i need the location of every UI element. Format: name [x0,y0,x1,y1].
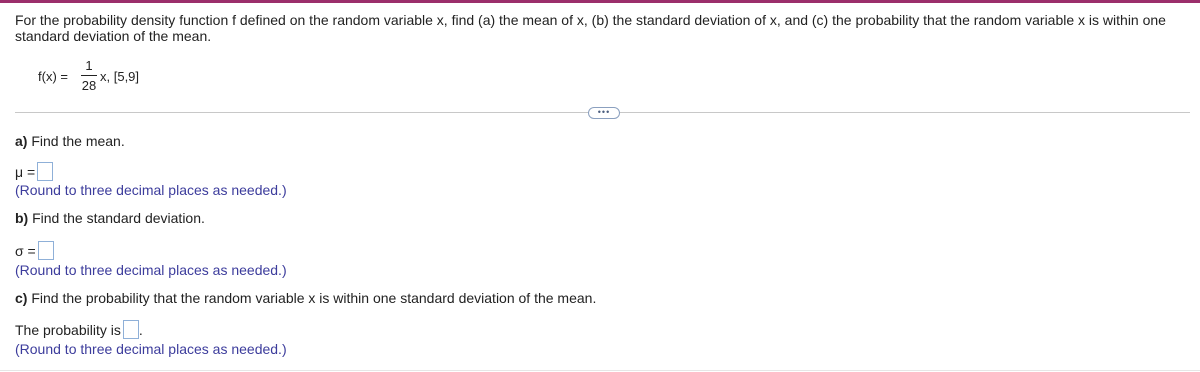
part-b-label: b) [15,210,29,226]
fraction-denominator: 28 [81,78,97,93]
fraction-numerator: 1 [85,58,93,73]
question-text: For the probability density function f defined on the random variable x, find (a) the mean of x, (b) the standard deviation of x, and (c) the probability that the random variable x is within one standard deviation of the mean. [15,12,1166,44]
part-b-prompt [15,210,205,226]
part-c-text: Find the probability that the random variable x is within one standard deviation of the mean. [31,290,597,306]
part-b-text: Find the standard deviation. [32,210,205,226]
formula-lhs: f(x) = [38,69,68,84]
probability-suffix: . [138,321,143,338]
probability-answer-input[interactable] [123,320,139,339]
part-a-hint: (Round to three decimal places as needed.) [15,182,287,198]
mu-symbol: μ = [15,163,36,180]
std-answer-input[interactable] [38,241,54,260]
mean-answer-input[interactable] [37,162,53,181]
part-c-label: c) [15,290,28,306]
top-accent-bar [0,0,1200,3]
formula-fraction [81,58,97,93]
std-answer-line [15,241,54,260]
part-a-prompt [15,133,125,149]
part-a-text: Find the mean. [31,133,125,149]
part-b-hint: (Round to three decimal places as needed.) [15,262,287,278]
part-a-label: a) [15,133,28,149]
bottom-border [0,370,1200,371]
formula-rest: x, [5,9] [100,69,140,84]
mean-answer-line [15,162,53,181]
more-options-button[interactable]: ••• [588,107,620,119]
probability-prefix: The probability is [15,321,121,338]
part-c-hint: (Round to three decimal places as needed.) [15,341,287,357]
probability-answer-line [15,320,143,339]
fraction-bar [81,75,97,76]
sigma-symbol: σ = [15,242,36,259]
part-c-prompt [15,290,596,306]
